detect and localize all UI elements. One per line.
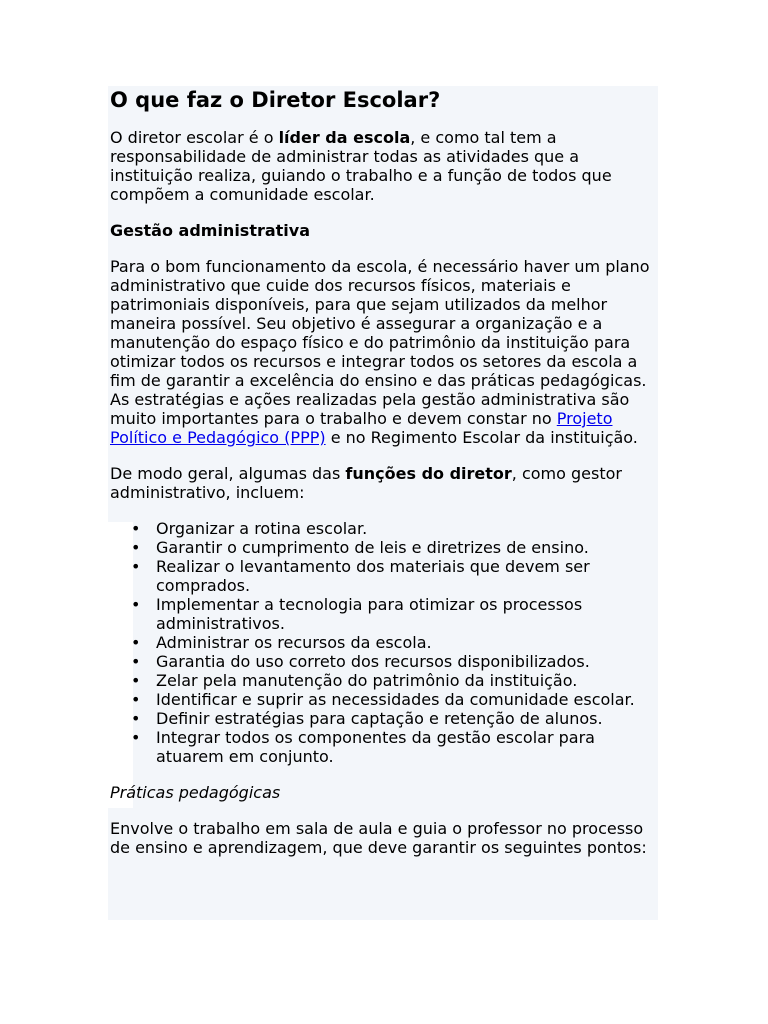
bullet-icon: • <box>131 557 141 576</box>
bullet-icon: • <box>131 595 141 614</box>
page-title: O que faz o Diretor Escolar? <box>110 88 441 112</box>
intro-bold-text: líder da escola <box>278 128 411 147</box>
list-item-text: Administrar os recursos da escola. <box>156 633 432 652</box>
bullet-icon: • <box>131 519 141 538</box>
intro-paragraph <box>110 128 658 204</box>
section-heading-gestao: Gestão administrativa <box>110 221 311 240</box>
gestao-text-start: Para o bom funcionamento da escola, é necessário haver um plano administrativo que cuide dos recursos físicos, materiais e patrimoniais disponíveis, para que sejam utilizados da melhor maneira possível. Seu objetivo é assegurar a organização e a manutenção do espaço físico e do patrimônio da instituição para otimizar todos os recursos e integrar todos os setores da escola a fim de garantir a excelência do ensino e das práticas pedagógicas. As estratégias e ações realizadas pela gestão administrativa são muito importantes para o trabalho e devem constar no <box>110 257 650 428</box>
list-item-text: Realizar o levantamento dos materiais que devem ser comprados. <box>156 557 590 595</box>
bullet-icon: • <box>131 652 141 671</box>
funcoes-text-end: , como gestor administrativo, incluem: <box>110 464 622 502</box>
list-item <box>110 728 658 766</box>
bullet-icon: • <box>131 728 141 747</box>
gestao-text-end: e no Regimento Escolar da instituição. <box>325 428 638 447</box>
praticas-paragraph: Envolve o trabalho em sala de aula e guia o professor no processo de ensino e aprendizagem, que deve garantir os seguintes pontos: <box>110 819 647 857</box>
gestao-paragraph <box>110 257 658 447</box>
section-heading-praticas: Práticas pedagógicas <box>110 783 281 802</box>
article <box>110 86 658 857</box>
list-item-text: Organizar a rotina escolar. <box>156 519 368 538</box>
list-item-text: Identificar e suprir as necessidades da comunidade escolar. <box>156 690 635 709</box>
list-item-text: Zelar pela manutenção do patrimônio da instituição. <box>156 671 578 690</box>
intro-text-end: , e como tal tem a responsabilidade de administrar todas as atividades que a instituição realiza, guiando o trabalho e a função de todos que compõem a comunidade escolar. <box>110 128 612 204</box>
list-item-text: Definir estratégias para captação e retenção de alunos. <box>156 709 603 728</box>
bullet-icon: • <box>131 690 141 709</box>
list-item <box>110 690 658 709</box>
list-item-text: Implementar a tecnologia para otimizar os processos administrativos. <box>156 595 583 633</box>
bullet-icon: • <box>131 538 141 557</box>
list-item <box>110 557 658 595</box>
list-item <box>110 538 658 557</box>
funcoes-list <box>110 519 658 766</box>
bullet-icon: • <box>131 671 141 690</box>
funcoes-paragraph <box>110 464 658 502</box>
list-item-text: Garantia do uso correto dos recursos disponibilizados. <box>156 652 590 671</box>
ppp-link[interactable]: Projeto Político e Pedagógico (PPP) <box>110 409 613 447</box>
list-item <box>110 652 658 671</box>
list-item <box>110 595 658 633</box>
intro-text-start: O diretor escolar é o <box>110 128 279 147</box>
funcoes-text-start: De modo geral, algumas das <box>110 464 346 483</box>
list-item <box>110 633 658 652</box>
funcoes-bold-text: funções do diretor <box>345 464 512 483</box>
list-item <box>110 709 658 728</box>
bullet-icon: • <box>131 633 141 652</box>
list-item <box>110 671 658 690</box>
list-item-text: Integrar todos os componentes da gestão escolar para atuarem em conjunto. <box>156 728 595 766</box>
bullet-icon: • <box>131 709 141 728</box>
list-item <box>110 519 658 538</box>
list-item-text: Garantir o cumprimento de leis e diretrizes de ensino. <box>156 538 589 557</box>
